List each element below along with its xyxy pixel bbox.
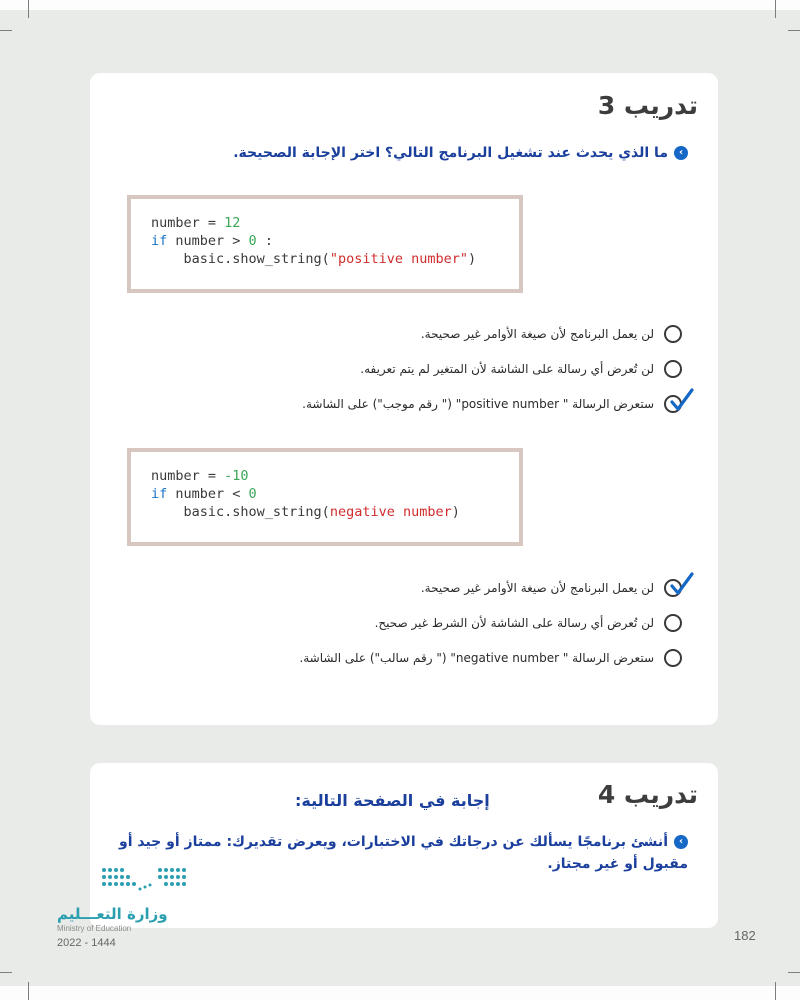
code-number: 0 — [248, 486, 257, 502]
exercise-3-card — [90, 73, 718, 725]
radio-button-checked[interactable] — [664, 395, 682, 413]
option-2-1[interactable] — [421, 579, 682, 597]
radio-button[interactable] — [664, 614, 682, 632]
radio-button-checked[interactable] — [664, 579, 682, 597]
ministry-logo-icon — [100, 866, 190, 896]
bottom-margin — [0, 986, 800, 1000]
crop-mark — [775, 982, 776, 1000]
top-margin — [0, 0, 800, 10]
option-label: لن تُعرض أي رسالة على الشاشة لأن الشرط غير صحيح. — [374, 616, 654, 630]
chevron-icon: › — [674, 146, 688, 160]
code-text: : — [256, 233, 273, 249]
crop-mark — [28, 982, 29, 1000]
code-op: = — [199, 468, 225, 484]
code-string: negative number — [329, 504, 452, 520]
exercise-4-title: تدريب 4 — [597, 780, 698, 809]
ministry-name-english: Ministry of Education — [57, 924, 132, 933]
code-keyword: if — [151, 233, 168, 249]
exercise-4-card — [90, 763, 718, 928]
edition-year: 2022 - 1444 — [57, 937, 116, 949]
exercise-3-question — [233, 145, 688, 161]
radio-button[interactable] — [664, 325, 682, 343]
crop-mark — [788, 30, 800, 31]
checkmark-icon — [668, 572, 694, 598]
answer-note: إجابة في الصفحة التالية: — [295, 791, 490, 810]
code-text: number > — [167, 233, 249, 249]
code-number: 0 — [248, 233, 257, 249]
code-block-2 — [127, 448, 523, 546]
code-number: -10 — [224, 468, 249, 484]
ministry-name-arabic: وزارة التعـــليم — [57, 905, 168, 923]
crop-mark — [788, 972, 800, 973]
chevron-icon: › — [674, 835, 688, 849]
code-function: basic.show_string( — [151, 251, 330, 267]
code-op: = — [199, 215, 225, 231]
question-text: أنشئ برنامجًا يسألك عن درجاتك في الاختبارات، ويعرض تقديرك: ممتاز أو جيد أو مقبول أو غير مجتاز. — [119, 834, 688, 872]
option-2-2[interactable] — [375, 614, 682, 632]
option-2-3[interactable] — [299, 649, 682, 667]
page-number: 182 — [734, 928, 756, 943]
crop-mark — [775, 0, 776, 18]
crop-mark — [28, 0, 29, 18]
code-text: ) — [467, 251, 477, 267]
code-var: number — [151, 215, 200, 231]
crop-mark — [0, 30, 12, 31]
option-label: ستعرض الرسالة " negative number" (" رقم سالب") على الشاشة. — [299, 651, 654, 665]
code-keyword: if — [151, 486, 168, 502]
code-block-1 — [127, 195, 523, 293]
option-label: لن تُعرض أي رسالة على الشاشة لأن المتغير لم يتم تعريفه. — [360, 362, 654, 376]
code-number: 12 — [224, 215, 241, 231]
checkmark-icon — [668, 388, 694, 414]
code-text: number < — [167, 486, 249, 502]
radio-button[interactable] — [664, 649, 682, 667]
radio-button[interactable] — [664, 360, 682, 378]
option-1-1[interactable] — [421, 325, 682, 343]
option-label: ستعرض الرسالة " positive number" (" رقم موجب") على الشاشة. — [302, 397, 654, 411]
code-var: number — [151, 468, 200, 484]
code-text: ) — [451, 504, 460, 520]
code-function: basic.show_string( — [151, 504, 330, 520]
option-1-2[interactable] — [360, 360, 682, 378]
exercise-3-title: تدريب 3 — [597, 91, 698, 120]
exercise-4-question — [118, 831, 688, 875]
question-text: ما الذي يحدث عند تشغيل البرنامج التالي؟ اختر الإجابة الصحيحة. — [233, 145, 668, 161]
option-label: لن يعمل البرنامج لأن صيغة الأوامر غير صحيحة. — [420, 581, 654, 595]
code-string: "positive number" — [329, 251, 468, 267]
option-label: لن يعمل البرنامج لأن صيغة الأوامر غير صحيحة. — [420, 327, 654, 341]
option-1-3[interactable] — [302, 395, 682, 413]
crop-mark — [0, 972, 12, 973]
